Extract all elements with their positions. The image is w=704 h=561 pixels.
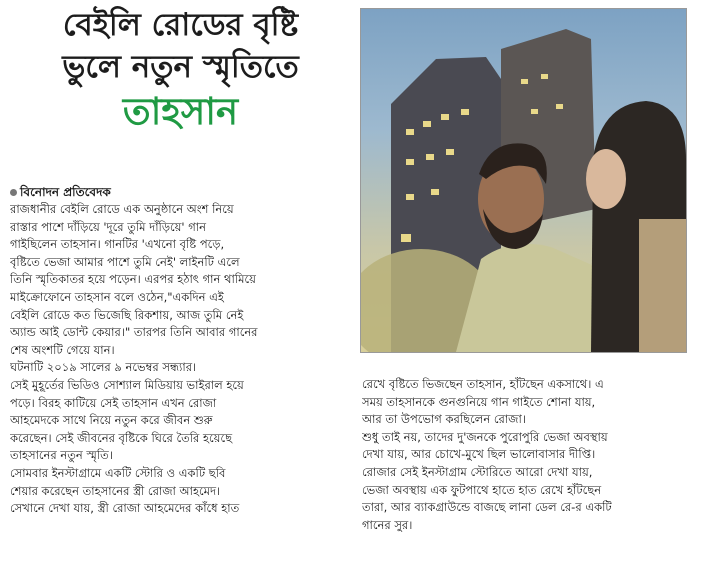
headline-line-2: ভুলে নতুন স্মৃতিতে: [62, 49, 299, 85]
text-line: বৃষ্টিতে ভেজা আমার পাশে তুমি নেই' লাইনটি এলে: [10, 254, 240, 269]
text-line: রাজধানীর বেইলি রোডে এক অনুষ্ঠানে অংশ নিয়ে: [10, 202, 234, 216]
text-line: ঘটনাটি ২০১৯ সালের ৯ নভেম্বর সন্ধ্যার।: [10, 360, 197, 375]
photo-illustration: [361, 9, 686, 352]
text-line: তিনি স্মৃতিকাতর হয়ে পড়েন। এরপর হঠাৎ গান থামিয়ে: [10, 272, 256, 287]
byline: [10, 184, 111, 200]
text-line: পড়ে। বিরহ কাটিয়ে সেই তাহসান এখন রোজা: [10, 395, 217, 410]
text-line: তাহসানের নতুন স্মৃতি।: [10, 448, 113, 463]
headline-line-1: বেইলি রোডের বৃষ্টি: [62, 7, 299, 43]
text-line: বেইলি রোডে কত ভিজেছি রিকশায়, আজ তুমি নেই: [10, 307, 244, 322]
text-line: সোমবার ইনস্টাগ্রামে একটি স্টোরি ও একটি ছবি: [10, 465, 226, 480]
text-line: সেই মুহূর্তের ভিডিও সোশ্যাল মিডিয়ায় ভাইরাল হয়ে: [10, 377, 244, 392]
text-line: মাইক্রোফোনে তাহসান বলে ওঠেন,"একদিন এই: [10, 289, 224, 304]
text-line: রেখে বৃষ্টিতে ভিজছেন তাহসান, হাঁটছেন একসাথে। এ: [362, 377, 604, 391]
text-line: গাইছিলেন তাহসান। গানটির 'এখনো বৃষ্টি পড়ে,: [10, 237, 225, 252]
byline-text: বিনোদন প্রতিবেদক: [20, 185, 111, 199]
text-line: ভেজা অবস্থায় এক ফুটপাথে হাতে হাত রেখে হাঁটছেন: [362, 482, 602, 497]
text-line: তারা, আর ব্যাকগ্রাউন্ডে বাজছে লানা ডেল রে-র একটি: [362, 500, 612, 515]
text-line: দেখা যায়, আর চোখে-মুখে ছিল ভালোবাসার দীপ্তি।: [362, 447, 596, 462]
text-line: অ্যান্ড আই ডোন্ট কেয়ার।" তারপর তিনি আবার গানের: [10, 325, 258, 340]
text-line: গানের সুর।: [362, 517, 413, 532]
headline: [8, 4, 353, 136]
text-line: আর তা উপভোগ করছিলেন রোজা।: [362, 412, 526, 427]
woman-face: [586, 149, 626, 209]
text-line: সময় তাহসানকে গুনগুনিয়ে গান গাইতে শোনা যায়,: [362, 394, 596, 409]
text-line: করেছেন। সেই জীবনের বৃষ্টিকে ঘিরে তৈরি হয়েছে: [10, 430, 233, 445]
text-line: সেখানে দেখা যায়, স্ত্রী রোজা আহমেদের কাঁধে হাত: [10, 501, 240, 516]
headline-name: তাহসান: [122, 90, 239, 133]
text-line: শেয়ার করেছেন তাহসানের স্ত্রী রোজা আহমেদ।: [10, 483, 221, 498]
article-photo: [360, 8, 687, 353]
article-column-1: [10, 201, 353, 518]
text-line: আহমেদকে সাথে নিয়ে নতুন করে জীবন শুরু: [10, 413, 213, 428]
text-line: রাস্তার পাশে দাঁড়িয়ে 'দূরে তুমি দাঁড়িয়ে' গান: [10, 219, 206, 234]
text-line: শুধু তাই নয়, তাদের দু'জনকে পুরোপুরি ভেজা অবস্থায়: [362, 429, 608, 444]
text-line: শেষ অংশটি গেয়ে যান।: [10, 342, 115, 357]
text-line: রোজার সেই ইনস্টাগ্রাম স্টোরিতে আরো দেখা যায়,: [362, 464, 593, 479]
bullet-icon: [10, 189, 17, 196]
article-column-2: [362, 376, 692, 534]
